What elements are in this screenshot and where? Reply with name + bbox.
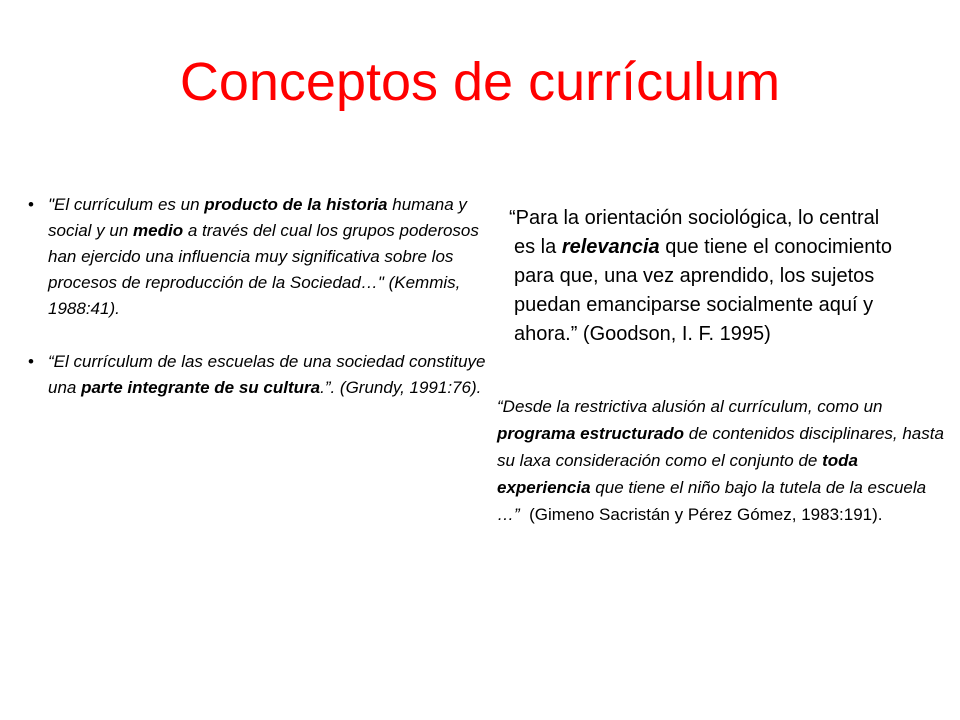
bullet-marker: • [28, 352, 34, 371]
quote-line: “Para la orientación sociológica, lo central [509, 207, 880, 229]
bullet-text: "El currículum es un [48, 195, 205, 214]
bullet-text: “El currículum de las escuelas de una sociedad constituye una [48, 352, 486, 397]
bullet-emphasis: parte integrante de su cultura [81, 378, 321, 397]
quote-goodson [497, 204, 937, 349]
quote-text: que tiene el conocimiento [659, 236, 893, 258]
slide-title: Conceptos de currículum [179, 52, 781, 112]
bullet-text: humana y social y un [48, 195, 467, 240]
quote-citation: (Gimeno Sacristán y Pérez Gómez, 1983:191). [519, 505, 883, 524]
quote-line: ahora.” (Goodson, I. F. 1995) [514, 323, 771, 345]
bullet-emphasis: producto de la historia [204, 195, 388, 214]
quote-text: es la [514, 236, 562, 258]
quote-text: que tiene el niño bajo la tutela de la escuela …” [497, 478, 927, 524]
bullet-item-kemmis [28, 192, 488, 322]
quote-line: puedan emanciparse socialmente aquí y [514, 294, 874, 316]
quote-gimeno [497, 393, 947, 528]
quote-emphasis: toda experiencia [497, 451, 858, 497]
bullet-list [28, 192, 488, 401]
quote-text: “Desde la restrictiva alusión al currículum, como un [497, 397, 883, 416]
quote-text: de contenidos disciplinares, hasta su laxa consideración como el conjunto de [497, 424, 944, 470]
quote-line: para que, una vez aprendido, los sujetos [514, 265, 875, 287]
bullet-marker: • [28, 195, 34, 214]
quote-emphasis: relevancia [561, 236, 660, 258]
bullet-emphasis: medio [133, 221, 184, 240]
bullet-text: .”. (Grundy, 1991:76). [320, 378, 482, 397]
bullet-text: a través del cual los grupos poderosos han ejercido una influencia muy significativa sobre los procesos de reproducción de la Sociedad…" (Kemmis, 1988:41). [48, 221, 479, 318]
bullet-item-grundy [28, 349, 488, 401]
quote-line [497, 233, 937, 262]
quote-emphasis: programa estructurado [497, 424, 685, 443]
